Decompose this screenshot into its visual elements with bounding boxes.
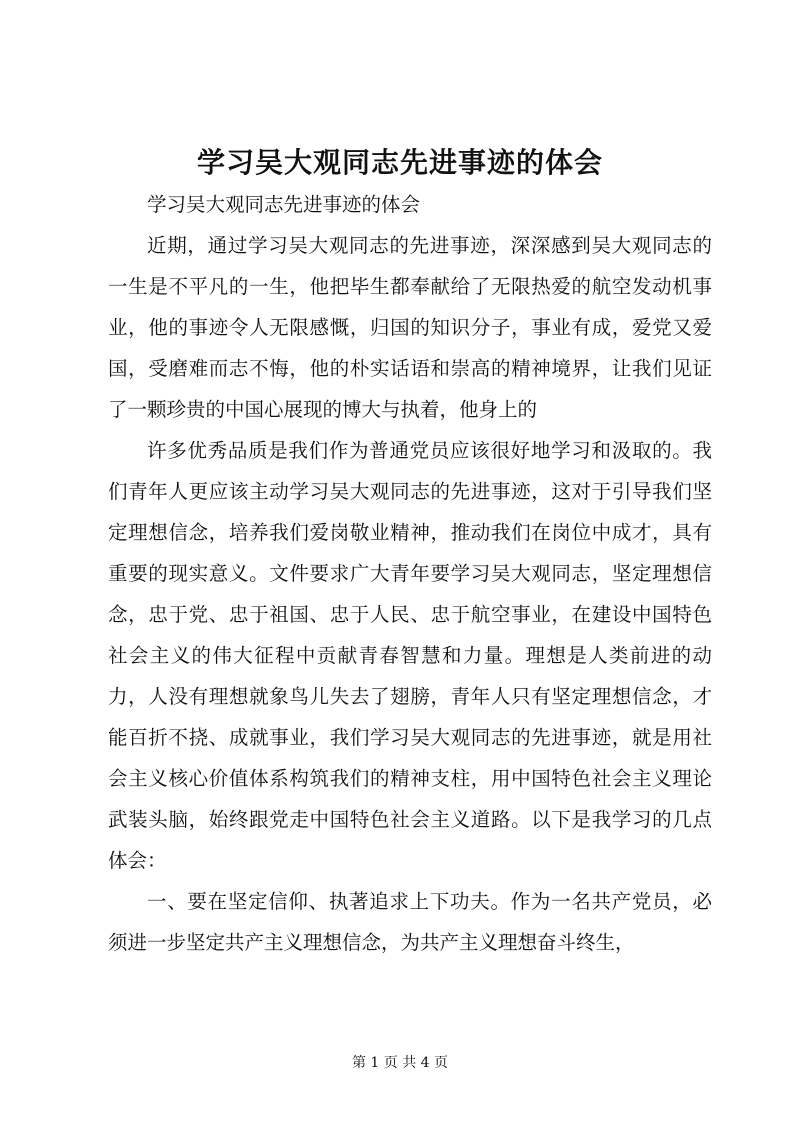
document-body bbox=[108, 184, 712, 963]
paragraph-subtitle: 学习吴大观同志先进事迹的体会 bbox=[147, 193, 421, 216]
paragraph-2: 许多优秀品质是我们作为普通党员应该很好地学习和汲取的。我们青年人更应该主动学习吴大观同志的先进事迹，这对于引导我们坚定理想信念，培养我们爱岗敬业精神，推动我们在岗位中成才，具有重要的现实意义。文件要求广大青年要学习吴大观同志，坚定理想信念，忠于党、忠于祖国、忠于人民、忠于航空事业，在建设中国特色社会主义的伟大征程中贡献青春智慧和力量。理想是人类前进的动力，人没有理想就象鸟儿失去了翅膀，青年人只有坚定理想信念，才能百折不挠、成就事业，我们学习吴大观同志的先进事迹，就是用社会主义核心价值体系构筑我们的精神支柱，用中国特色社会主义理论武装头脑，始终跟党走中国特色社会主义道路。以下是我学习的几点体会： bbox=[108, 439, 712, 872]
paragraph-3: 一、要在坚定信仰、执著追求上下功夫。作为一名共产党员，必须进一步坚定共产主义理想信念，为共产主义理想奋斗终生， bbox=[108, 890, 712, 954]
paragraph-1: 近期，通过学习吴大观同志的先进事迹，深深感到吴大观同志的一生是不平凡的一生，他把毕生都奉献给了无限热爱的航空发动机事业，他的事迹令人无限感慨，归国的知识分子，事业有成，爱党又爱国，受磨难而志不悔，他的朴实话语和崇高的精神境界，让我们见证了一颗珍贵的中国心展现的博大与执着，他身上的 bbox=[108, 234, 712, 421]
page-footer: 第 1 页 共 4 页 bbox=[351, 1055, 449, 1071]
document-title: 学习吴大观同志先进事迹的体会 bbox=[196, 146, 603, 179]
